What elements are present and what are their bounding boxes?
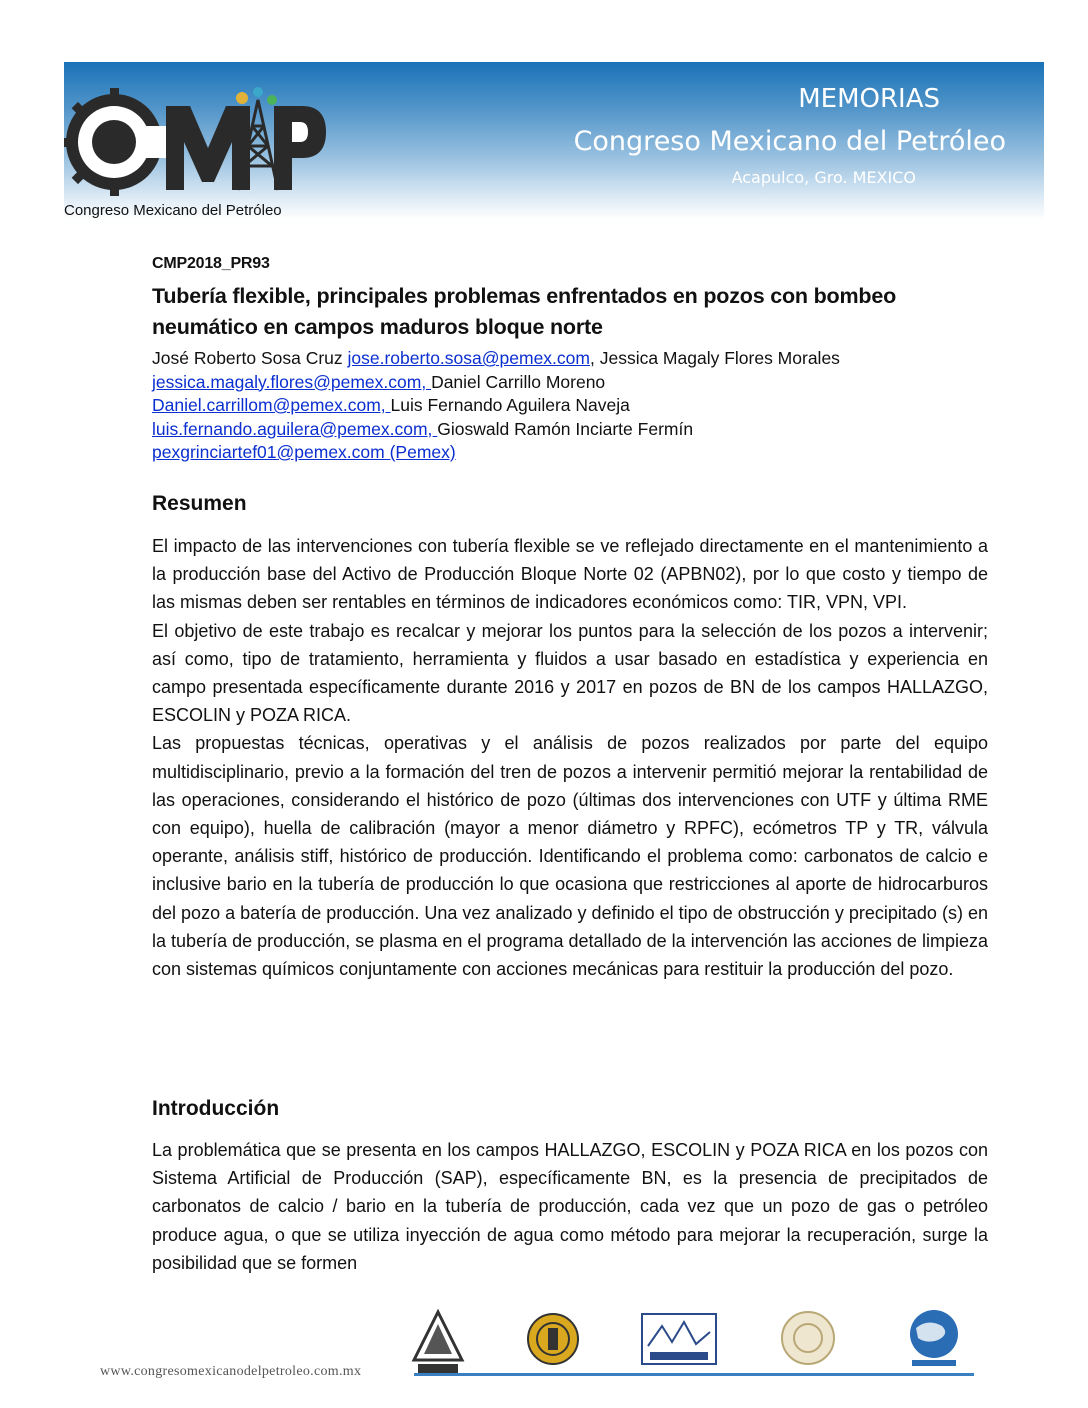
author-name: Gioswald Ramón Inciarte Fermín (437, 418, 694, 439)
paper-title: Tubería flexible, principales problemas enfrentados en pozos con bombeo neumático en campos maduros bloque norte (152, 284, 897, 339)
author-name: José Roberto Sosa Cruz (152, 348, 348, 368)
author-email-link[interactable]: jessica.magaly.flores@pemex.com, (152, 371, 432, 392)
aipm-seal-icon (526, 1312, 580, 1366)
amgp-logo-icon (640, 1312, 718, 1366)
paper-code: CMP2018_PR93 (152, 255, 270, 272)
paragraph: La problemática que se presenta en los campos HALLAZGO, ESCOLIN y POZA RICA en los pozos con Sistema Artificial de Producción (SAP), específicamente BN, es la presencia de precipitados de carbonatos de calcio / bario en la tubería de producción, cada vez que un pozo de gas o petróleo produce agua, o que se utiliza inyección de agua como método para mejorar la recuperación, surge la posibilidad que se formen (152, 1140, 988, 1273)
header-location: Acapulco, Gro. MEXICO (731, 168, 916, 187)
section-heading-resumen: Resumen (152, 492, 247, 515)
header-congreso: Congreso Mexicano del Petróleo (573, 126, 1006, 157)
author-name: Daniel Carrillo Moreno (431, 371, 606, 392)
author-email-link[interactable]: jose.roberto.sosa@pemex.com (347, 348, 590, 368)
author-name: Luis Fernando Aguilera Naveja (390, 395, 630, 415)
logo-caption: Congreso Mexicano del Petróleo (64, 202, 282, 219)
author-email-link[interactable]: luis.fernando.aguilera@pemex.com, (152, 418, 438, 439)
footer-divider (414, 1373, 974, 1376)
affiliation: (Pemex) (384, 442, 456, 462)
paragraph: El objetivo de este trabajo es recalcar y mejorar los puntos para la selección de los pozos a intervenir; así como, tipo de tratamiento, herramienta y fluidos a usar basado en estadística y experiencia en campo presentada específicamente durante 2016 y 2017 en pozos de BN de los campos HALLAZGO, ESCOLIN y POZA RICA. (152, 620, 988, 726)
header-memorias: MEMORIAS (798, 84, 940, 114)
cmp-logo-icon (62, 86, 330, 202)
cipm-logo-icon (408, 1308, 468, 1380)
footer-logos (408, 1308, 988, 1388)
cmp-logo (62, 86, 330, 222)
paragraph: El impacto de las intervenciones con tubería flexible se ve reflejado directamente en el mantenimiento a la producción base del Activo de Producción Bloque Norte 02 (APBN02), por lo que costo y tiempo de las mismas deben ser rentables en términos de indicadores económicos como: TIR, VPN, VPI. (152, 536, 988, 613)
resumen-body (152, 532, 988, 983)
ampg-seal-icon (780, 1310, 836, 1366)
author-email-link[interactable]: Daniel.carrillom@pemex.com, (152, 395, 391, 415)
section-heading-introduccion: Introducción (152, 1097, 280, 1120)
paragraph: Las propuestas técnicas, operativas y el análisis de pozos realizados por parte del equipo multidisciplinario, previo a la formación del tren de pozos a intervenir permitió mejorar la rentabilidad de las operaciones, considerando el histórico de pozo (últimas dos intervenciones con UTF y última RME con equipo), huella de calibración (mayor a menor diámetro y RPFC), ecómetros TP y TR, válvula operante, análisis stiff, histórico de producción. Identificando el problema como: carbonatos de calcio e inclusive bario en la tubería de producción lo que ocasiona que restricciones al aporte de hidrocarburos del pozo a batería de producción. Una vez analizado y definido el tipo de obstrucción y precipitado (s) en la tubería de producción, se plasma en el programa detallado de la intervención las acciones de limpieza con sistemas químicos conjuntamente con acciones mecánicas para restituir la producción del pozo. (152, 733, 988, 980)
spe-logo-icon (898, 1308, 970, 1368)
author-email-link[interactable]: pexgrinciartef01@pemex.com (152, 442, 385, 462)
author-name: , Jessica Magaly Flores Morales (589, 348, 840, 368)
introduccion-body (152, 1136, 988, 1277)
authors-block (152, 347, 988, 465)
footer-url[interactable]: www.congresomexicanodelpetroleo.com.mx (100, 1364, 362, 1379)
